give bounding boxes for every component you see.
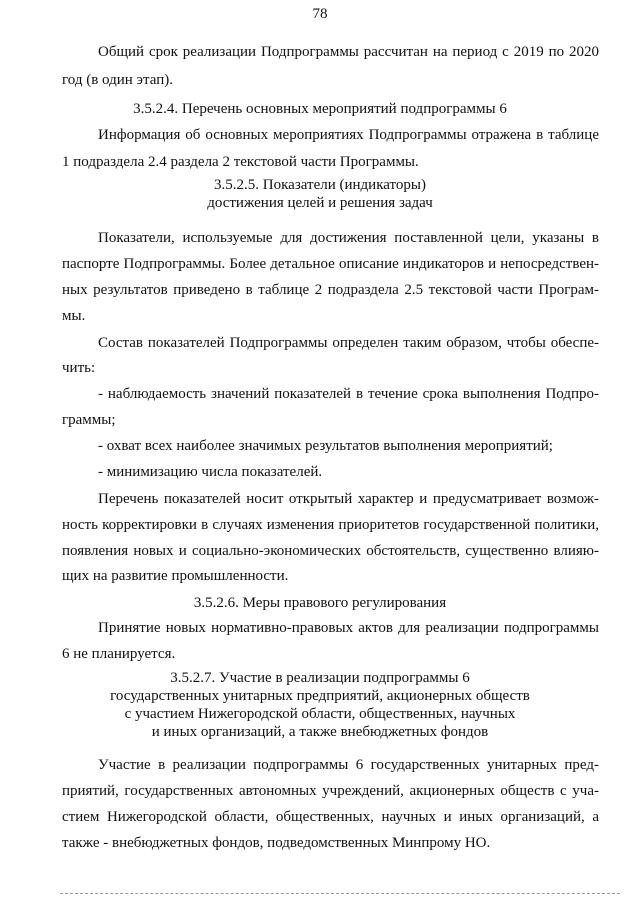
section-heading: 3.5.2.5. Показатели (индикаторы) (214, 177, 426, 193)
section-heading: государственных унитарных предприятий, акционерных обществ (110, 688, 530, 704)
paragraph-line: мы. (62, 308, 86, 324)
paragraph-line: появления новых и социально-экономических обстоятельств, существенно влияю- (62, 543, 599, 559)
list-item: - наблюдаемость значений показателей в течение срока выполнения Подпро- (98, 386, 599, 402)
paragraph-line: Показатели, используемые для достижения поставленной цели, указаны в (98, 230, 599, 246)
paragraph-line: Принятие новых нормативно-правовых актов для реализации подпрограммы (98, 620, 599, 636)
section-heading: достижения целей и решения задач (207, 195, 433, 211)
paragraph-line: Общий срок реализации Подпрограммы рассчитан на период с 2019 по 2020 (98, 44, 599, 60)
paragraph-line: год (в один этап). (62, 72, 173, 88)
paragraph-line: Информация об основных мероприятиях Подпрограммы отражена в таблице (98, 127, 599, 143)
section-heading: 3.5.2.4. Перечень основных мероприятий подпрограммы 6 (133, 101, 507, 117)
list-item: граммы; (62, 412, 116, 428)
section-heading: 3.5.2.7. Участие в реализации подпрограммы 6 (170, 670, 470, 686)
list-item: - минимизацию числа показателей. (98, 464, 323, 480)
paragraph-line: Перечень показателей носит открытый характер и предусматривает возмож- (98, 491, 599, 507)
paragraph-line: приятий, государственных автономных учреждений, акционерных обществ с уча- (62, 783, 599, 799)
paragraph-line: Участие в реализации подпрограммы 6 государственных унитарных пред- (98, 757, 599, 773)
paragraph-line: чить: (62, 360, 96, 376)
paragraph-line: ность корректировки в случаях изменения приоритетов государственной политики, (62, 517, 599, 533)
footer-divider (60, 893, 620, 894)
page-number: 78 (312, 6, 328, 22)
paragraph-line: ных результатов приведено в таблице 2 подраздела 2.5 текстовой части Програм- (62, 282, 599, 298)
paragraph-line: 1 подраздела 2.4 раздела 2 текстовой части Программы. (62, 154, 419, 170)
paragraph-line: также - внебюджетных фондов, подведомственных Минпрому НО. (62, 835, 491, 851)
paragraph-line: стием Нижегородской области, общественных, научных и иных организаций, а (62, 809, 599, 825)
section-heading: и иных организаций, а также внебюджетных фондов (151, 724, 489, 740)
paragraph-line: 6 не планируется. (62, 646, 176, 662)
section-heading: с участием Нижегородской области, общественных, научных (124, 706, 516, 722)
paragraph-line: Состав показателей Подпрограммы определен таким образом, чтобы обеспе- (98, 335, 599, 351)
paragraph-line: щих на развитие промышленности. (62, 568, 289, 584)
section-heading: 3.5.2.6. Меры правового регулирования (193, 595, 447, 611)
list-item: - охват всех наиболее значимых результатов выполнения мероприятий; (98, 438, 553, 454)
paragraph-line: паспорте Подпрограммы. Более детальное описание индикаторов и непосредствен- (62, 256, 599, 272)
